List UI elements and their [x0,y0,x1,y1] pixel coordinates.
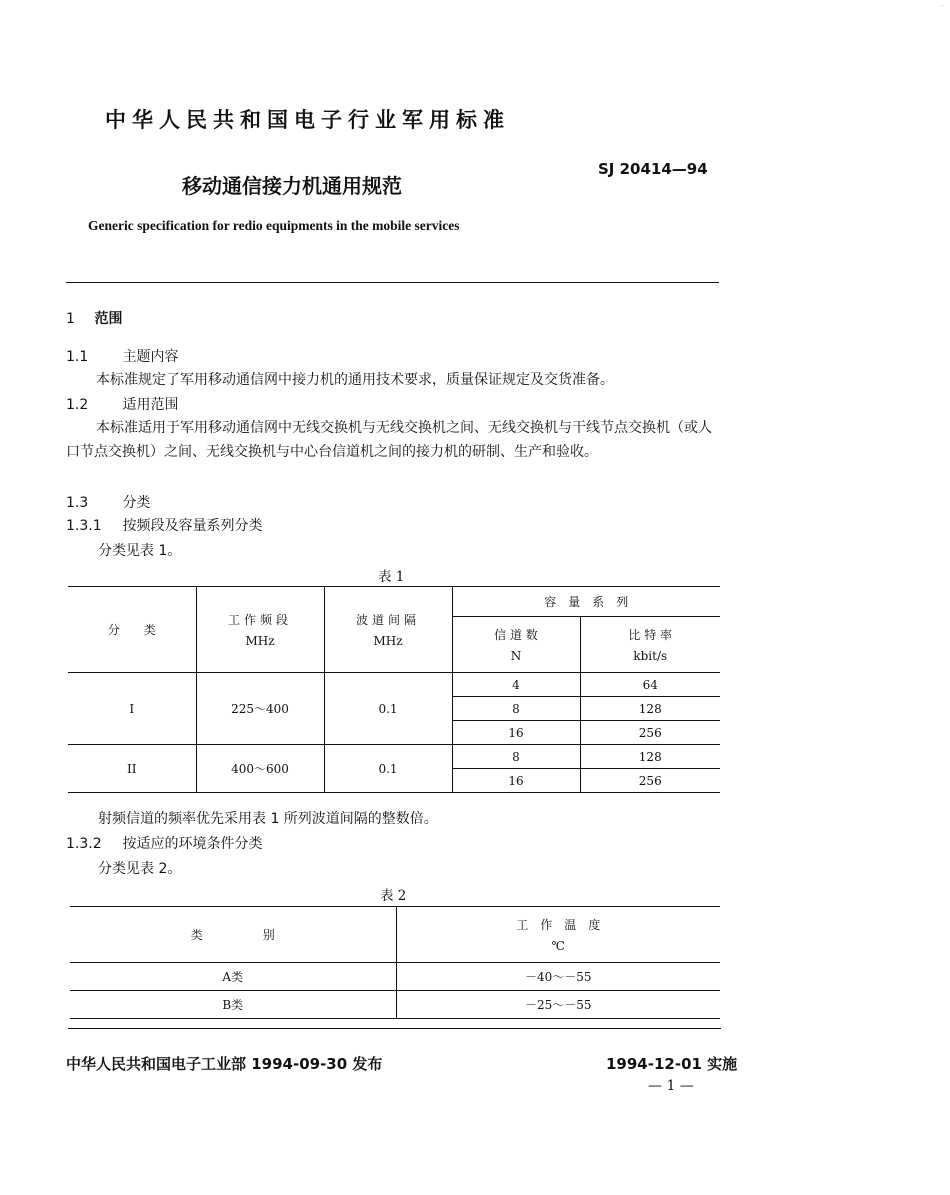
table-1 [68,586,720,793]
table-row [68,745,720,769]
cell-channels: 16 [452,769,580,793]
section-number: 1.3.2 [66,836,102,852]
section-1-3-2-text: 分类见表 2。 [98,861,182,877]
header-label: 容 量 系 列 [544,595,629,609]
header-label: 信 道 数 [494,628,538,642]
cell-band: 400～600 [196,745,324,793]
table-row [70,963,720,991]
cell-channels: 16 [452,721,580,745]
document-title: 移动通信接力机通用规范 [182,174,402,198]
section-number: 1.3 [66,495,89,511]
standard-code: SJ 20414—94 [598,160,708,178]
header-unit: ℃ [551,939,565,953]
header-label: 工 作 温 度 [516,918,601,932]
section-1-heading [66,308,122,328]
header-label: 工作频段 [227,613,292,627]
cell-category: I [68,673,196,745]
section-title: 按频段及容量系列分类 [122,518,263,534]
header-spacing [324,587,452,673]
page-number: — 1 — [648,1078,694,1094]
section-1-3-2-heading [66,833,262,853]
section-1-2-heading [66,394,178,414]
footer-rule [68,1028,721,1029]
table-row [68,673,720,697]
section-title: 主题内容 [122,349,179,365]
section-title: 分类 [122,495,151,511]
cell-category: II [68,745,196,793]
cell-bitrate: 128 [580,745,720,769]
header-unit: kbit/s [633,649,668,663]
table-2 [70,906,720,1019]
cell-temp: －40～－55 [396,963,720,991]
header-label: 比 特 率 [628,628,673,642]
section-number: 1.3.1 [66,518,102,534]
header-unit: MHz [245,634,275,648]
section-title: 按适应的环境条件分类 [122,836,263,852]
paragraph-text: 本标准适用于军用移动通信网中无线交换机与无线交换机之间、无线交换机与干线节点交换机（或人口节点交换机）之间、无线交换机与中心台信道机之间的接力机的研制、生产和验收。 [66,420,712,460]
cell-channels: 4 [452,673,580,697]
cell-bitrate: 256 [580,721,720,745]
section-number: 1.2 [66,397,89,413]
header-label: 类 别 [190,928,275,942]
after-table1-text: 射频信道的频率优先采用表 1 所列波道间隔的整数倍。 [98,811,438,827]
table2-caption: 表 2 [380,888,407,904]
cell-temp: －25～－55 [396,991,720,1019]
header-bitrate [580,617,720,673]
corner-note: ... [939,2,944,8]
header-temp [396,907,720,963]
cell-spacing: 0.1 [324,673,452,745]
header-label: 分 类 [107,623,156,637]
table1-caption: 表 1 [378,569,405,585]
cell-channels: 8 [452,697,580,721]
paragraph-text: 本标准规定了军用移动通信网中接力机的通用技术要求，质量保证规定及交货准备。 [96,372,614,388]
section-title: 适用范围 [122,397,179,413]
section-title: 范围 [94,311,123,327]
effective-date: 1994-12-01 实施 [606,1055,738,1073]
header-label: 波道间隔 [355,613,420,627]
cell-bitrate: 256 [580,769,720,793]
section-1-3-1-text: 分类见表 1。 [98,543,182,559]
header-category [70,907,396,963]
section-1-1-text [66,368,721,392]
header-capacity [452,587,720,617]
header-category [68,587,196,673]
header-channels [452,617,580,673]
header-unit: MHz [373,634,403,648]
section-1-1-heading [66,346,178,366]
section-number: 1.1 [66,349,89,365]
cell-category: A类 [70,963,396,991]
section-1-3-heading [66,492,150,512]
cell-category: B类 [70,991,396,1019]
header-band [196,587,324,673]
cell-channels: 8 [452,745,580,769]
section-number: 1 [66,311,75,327]
header-unit: N [510,649,522,663]
header-rule [66,282,719,283]
english-title: Generic specification for redio equipments in the mobile services [88,218,460,233]
cell-bitrate: 64 [580,673,720,697]
issuer-line: 中华人民共和国电子工业部 1994-09-30 发布 [66,1055,383,1073]
section-1-2-text [66,416,721,464]
org-title: 中华人民共和国电子行业军用标准 [105,108,510,132]
table-row [70,991,720,1019]
section-1-3-1-heading [66,515,262,535]
cell-bitrate: 128 [580,697,720,721]
cell-spacing: 0.1 [324,745,452,793]
cell-band: 225～400 [196,673,324,745]
